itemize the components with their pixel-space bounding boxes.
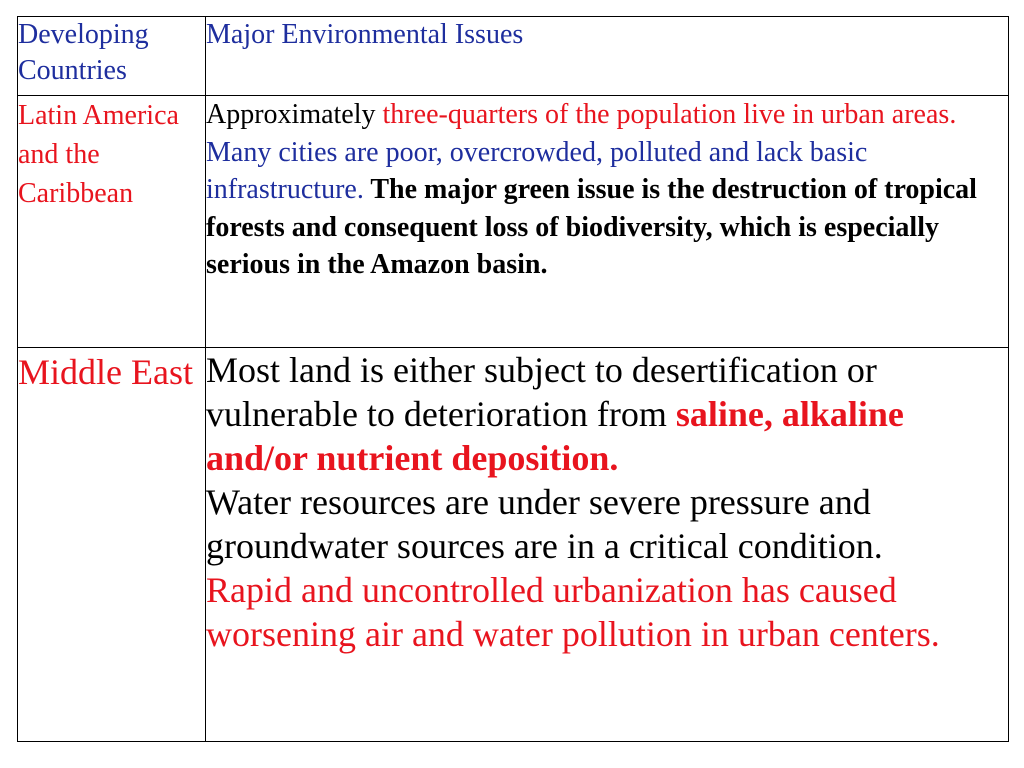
region-latin-america: Latin America and the Caribbean [18,96,206,348]
table-row [18,348,1009,742]
issue-text-segment: Water resources are under severe pressure and groundwater sources are in a critical condition. [206,482,883,566]
issue-text-segment: The major green issue is the destruction of tropical forests and consequent loss of biodiversity, which is especially serious in the Amazon basin. [206,174,977,280]
issue-text-segment: Many cities are poor, overcrowded, polluted and lack basic infrastructure. [206,136,868,205]
issue-text-segment: Approximately [206,99,383,130]
region-middle-east: Middle East [18,348,206,742]
header-developing-countries: Developing Countries [18,17,206,96]
table-header-row [18,17,1009,96]
table-row [18,96,1009,348]
issues-latin-america [206,96,1009,348]
issue-text-segment: three-quarters of the population live in urban areas. [382,99,957,130]
issue-text-segment: Most land is either subject to desertification or vulnerable to deterioration from [206,350,877,434]
header-major-environmental-issues: Major Environmental Issues [206,17,1009,96]
issues-middle-east [206,348,1009,742]
issue-text-segment: saline, alkaline and/or nutrient deposition. [206,394,904,478]
environmental-issues-table [17,16,1009,742]
issue-text-segment: Rapid and uncontrolled urbanization has caused worsening air and water pollution in urban centers. [206,570,940,654]
